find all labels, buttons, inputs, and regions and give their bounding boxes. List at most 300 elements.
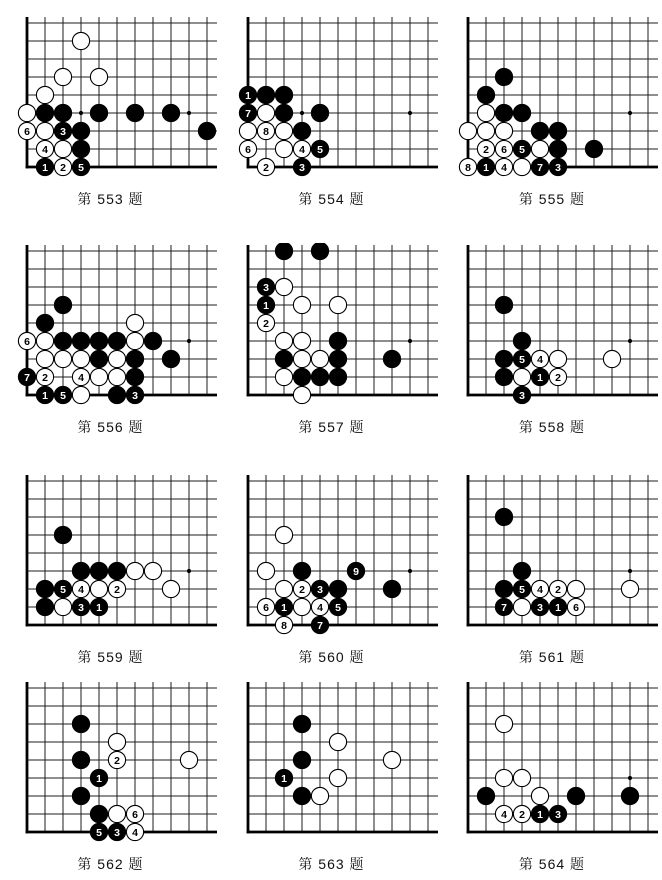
black-stone: [293, 122, 310, 139]
white-stone: [54, 350, 71, 367]
black-stone: [513, 332, 530, 349]
go-board: [222, 473, 442, 641]
go-board: [222, 15, 442, 183]
black-stone: [329, 350, 346, 367]
black-stone: [495, 104, 512, 121]
black-stone: [495, 598, 512, 615]
move-number: 5: [95, 826, 102, 839]
black-stone: [549, 598, 566, 615]
white-stone: [477, 140, 494, 157]
white-stone: [126, 332, 143, 349]
white-stone: [108, 733, 125, 750]
go-problem-cell: [442, 215, 662, 443]
diagram-caption: 第 555 题: [518, 191, 586, 207]
black-stone: [257, 86, 274, 103]
white-stone: [383, 751, 400, 768]
black-stone: [275, 598, 292, 615]
diagram-caption: 第 561 题: [518, 649, 586, 665]
go-board: [1, 473, 221, 641]
star-point: [628, 339, 632, 343]
white-stone: [513, 805, 530, 822]
black-stone: [275, 769, 292, 786]
go-problem-cell: [221, 0, 442, 215]
move-number: 5: [316, 143, 323, 156]
go-board-svg: [222, 680, 442, 848]
white-stone: [72, 32, 89, 49]
white-stone: [495, 122, 512, 139]
move-number: 2: [262, 317, 269, 330]
black-stone: [513, 350, 530, 367]
move-number: 3: [298, 161, 305, 174]
white-stone: [567, 580, 584, 597]
go-problem-cell: [221, 673, 442, 880]
move-number: 3: [555, 808, 561, 821]
black-stone: [531, 122, 548, 139]
move-number: 6: [262, 601, 269, 614]
diagram-caption: 第 557 题: [298, 419, 365, 435]
star-point: [299, 111, 303, 115]
white-stone: [126, 823, 143, 840]
white-stone: [293, 580, 310, 597]
move-number: 1: [280, 772, 287, 785]
black-stone: [567, 787, 584, 804]
black-stone: [162, 104, 179, 121]
move-number: 5: [59, 389, 66, 402]
move-number: 1: [262, 299, 269, 312]
black-stone: [198, 122, 215, 139]
black-stone: [54, 332, 71, 349]
white-stone: [257, 104, 274, 121]
black-stone: [383, 580, 400, 597]
black-stone: [293, 368, 310, 385]
go-board-svg: [1, 473, 221, 641]
black-stone: [531, 368, 548, 385]
black-stone: [495, 68, 512, 85]
go-problem-cell: [442, 443, 662, 673]
black-stone: [54, 580, 71, 597]
black-stone: [72, 158, 89, 175]
white-stone: [36, 332, 53, 349]
move-number: 4: [501, 161, 507, 174]
move-number: 2: [483, 143, 489, 156]
black-stone: [495, 368, 512, 385]
black-stone: [239, 104, 256, 121]
move-number: 7: [244, 107, 251, 120]
move-number: 2: [262, 161, 269, 174]
white-stone: [549, 368, 566, 385]
move-number: 2: [113, 583, 120, 596]
move-number: 4: [77, 583, 84, 596]
black-stone: [90, 350, 107, 367]
white-stone: [18, 122, 35, 139]
move-number: 7: [23, 371, 30, 384]
go-problem-cell: [221, 443, 442, 673]
black-stone: [72, 787, 89, 804]
white-stone: [36, 350, 53, 367]
black-stone: [18, 368, 35, 385]
move-number: 1: [555, 601, 561, 614]
white-stone: [477, 122, 494, 139]
move-number: 8: [465, 161, 471, 174]
diagram-caption: 第 564 题: [518, 856, 586, 872]
black-stone: [72, 122, 89, 139]
white-stone: [54, 140, 71, 157]
move-number: 1: [483, 161, 489, 174]
black-stone: [108, 562, 125, 579]
white-stone: [108, 350, 125, 367]
star-point: [186, 339, 190, 343]
go-board-svg: [1, 243, 221, 411]
black-stone: [477, 158, 494, 175]
move-number: 1: [280, 601, 287, 614]
white-stone: [239, 140, 256, 157]
black-stone: [495, 580, 512, 597]
white-stone: [257, 122, 274, 139]
black-stone: [108, 386, 125, 403]
move-number: 1: [95, 772, 102, 785]
star-point: [628, 569, 632, 573]
black-stone: [585, 140, 602, 157]
black-stone: [108, 823, 125, 840]
go-board-svg: [1, 680, 221, 848]
white-stone: [621, 580, 638, 597]
move-number: 5: [59, 583, 66, 596]
white-stone: [495, 769, 512, 786]
white-stone: [495, 140, 512, 157]
white-stone: [329, 769, 346, 786]
move-number: 1: [537, 808, 543, 821]
black-stone: [311, 616, 328, 633]
go-problem-cell: [0, 0, 221, 215]
black-stone: [54, 296, 71, 313]
black-stone: [72, 598, 89, 615]
white-stone: [257, 158, 274, 175]
black-stone: [162, 350, 179, 367]
black-stone: [293, 158, 310, 175]
white-stone: [549, 350, 566, 367]
white-stone: [603, 350, 620, 367]
white-stone: [459, 122, 476, 139]
black-stone: [36, 104, 53, 121]
black-stone: [126, 350, 143, 367]
white-stone: [567, 598, 584, 615]
white-stone: [72, 350, 89, 367]
white-stone: [36, 140, 53, 157]
black-stone: [275, 104, 292, 121]
white-stone: [293, 598, 310, 615]
go-board-svg: [442, 243, 662, 411]
diagram-caption: 第 558 题: [518, 419, 586, 435]
black-stone: [36, 580, 53, 597]
white-stone: [126, 314, 143, 331]
move-number: 5: [334, 601, 341, 614]
white-stone: [293, 140, 310, 157]
move-number: 3: [316, 583, 323, 596]
white-stone: [549, 580, 566, 597]
diagram-caption: 第 559 题: [77, 649, 144, 665]
move-number: 1: [95, 601, 102, 614]
white-stone: [72, 580, 89, 597]
white-stone: [275, 526, 292, 543]
go-board-svg: [442, 473, 662, 641]
white-stone: [275, 580, 292, 597]
white-stone: [36, 368, 53, 385]
star-point: [407, 111, 411, 115]
black-stone: [275, 243, 292, 260]
move-number: 3: [77, 601, 84, 614]
move-number: 3: [59, 125, 66, 138]
move-number: 4: [537, 583, 543, 596]
black-stone: [72, 751, 89, 768]
black-stone: [72, 562, 89, 579]
white-stone: [293, 332, 310, 349]
black-stone: [549, 140, 566, 157]
white-stone: [311, 787, 328, 804]
white-stone: [144, 562, 161, 579]
diagram-caption: 第 560 题: [298, 649, 365, 665]
move-number: 5: [519, 583, 525, 596]
move-number: 8: [262, 125, 269, 138]
move-number: 6: [501, 143, 507, 156]
black-stone: [90, 598, 107, 615]
white-stone: [275, 332, 292, 349]
white-stone: [495, 805, 512, 822]
move-number: 2: [519, 808, 525, 821]
go-board-svg: [442, 15, 662, 183]
white-stone: [108, 580, 125, 597]
white-stone: [126, 562, 143, 579]
go-board-svg: [222, 15, 442, 183]
white-stone: [531, 350, 548, 367]
black-stone: [531, 598, 548, 615]
move-number: 1: [537, 371, 543, 384]
black-stone: [90, 104, 107, 121]
black-stone: [477, 86, 494, 103]
black-stone: [383, 350, 400, 367]
white-stone: [72, 386, 89, 403]
black-stone: [495, 350, 512, 367]
white-stone: [36, 86, 53, 103]
black-stone: [90, 805, 107, 822]
go-board: [442, 243, 662, 411]
white-stone: [531, 140, 548, 157]
move-number: 6: [131, 808, 138, 821]
black-stone: [72, 332, 89, 349]
black-stone: [311, 580, 328, 597]
move-number: 6: [573, 601, 579, 614]
black-stone: [126, 368, 143, 385]
black-stone: [531, 158, 548, 175]
white-stone: [311, 350, 328, 367]
white-stone: [36, 122, 53, 139]
black-stone: [531, 805, 548, 822]
black-stone: [108, 332, 125, 349]
go-board: [1, 680, 221, 848]
go-problem-cell: [0, 215, 221, 443]
black-stone: [36, 598, 53, 615]
black-stone: [311, 104, 328, 121]
black-stone: [54, 386, 71, 403]
move-number: 6: [244, 143, 251, 156]
black-stone: [126, 104, 143, 121]
move-number: 3: [537, 601, 543, 614]
white-stone: [257, 562, 274, 579]
black-stone: [329, 332, 346, 349]
move-number: 4: [316, 601, 323, 614]
black-stone: [293, 715, 310, 732]
white-stone: [275, 368, 292, 385]
move-number: 8: [280, 619, 287, 632]
black-stone: [36, 314, 53, 331]
black-stone: [311, 140, 328, 157]
star-point: [407, 569, 411, 573]
go-problem-cell: [0, 443, 221, 673]
move-number: 7: [537, 161, 543, 174]
move-number: 5: [519, 143, 525, 156]
move-number: 4: [298, 143, 305, 156]
go-board: [222, 243, 442, 411]
go-board: [442, 473, 662, 641]
move-number: 7: [316, 619, 323, 632]
black-stone: [549, 158, 566, 175]
black-stone: [90, 823, 107, 840]
white-stone: [275, 616, 292, 633]
move-number: 1: [244, 89, 251, 102]
black-stone: [144, 332, 161, 349]
black-stone: [36, 158, 53, 175]
black-stone: [513, 386, 530, 403]
move-number: 4: [537, 353, 543, 366]
go-board-svg: [222, 243, 442, 411]
black-stone: [495, 296, 512, 313]
white-stone: [54, 68, 71, 85]
black-stone: [257, 278, 274, 295]
white-stone: [54, 598, 71, 615]
star-point: [628, 111, 632, 115]
move-number: 4: [131, 826, 138, 839]
black-stone: [513, 580, 530, 597]
black-stone: [329, 598, 346, 615]
black-stone: [347, 562, 364, 579]
white-stone: [477, 104, 494, 121]
white-stone: [293, 386, 310, 403]
white-stone: [495, 158, 512, 175]
black-stone: [239, 86, 256, 103]
white-stone: [18, 332, 35, 349]
black-stone: [293, 751, 310, 768]
go-board: [222, 680, 442, 848]
white-stone: [329, 296, 346, 313]
white-stone: [513, 769, 530, 786]
diagram-caption: 第 554 题: [298, 191, 365, 207]
white-stone: [459, 158, 476, 175]
go-board-svg: [1, 15, 221, 183]
go-board: [1, 15, 221, 183]
go-problem-cell: [442, 673, 662, 880]
move-number: 1: [41, 161, 48, 174]
star-point: [78, 111, 82, 115]
white-stone: [239, 122, 256, 139]
white-stone: [275, 122, 292, 139]
white-stone: [513, 368, 530, 385]
black-stone: [72, 715, 89, 732]
move-number: 6: [23, 125, 30, 138]
black-stone: [257, 296, 274, 313]
move-number: 2: [41, 371, 48, 384]
white-stone: [275, 278, 292, 295]
star-point: [407, 339, 411, 343]
move-number: 2: [59, 161, 66, 174]
black-stone: [549, 122, 566, 139]
move-number: 2: [555, 583, 561, 596]
go-board-svg: [442, 680, 662, 848]
white-stone: [18, 104, 35, 121]
diagram-caption: 第 556 题: [77, 419, 144, 435]
move-number: 1: [41, 389, 48, 402]
black-stone: [621, 787, 638, 804]
white-stone: [108, 805, 125, 822]
white-stone: [257, 598, 274, 615]
go-board: [442, 680, 662, 848]
black-stone: [90, 332, 107, 349]
white-stone: [54, 158, 71, 175]
go-problem-cell: [442, 0, 662, 215]
white-stone: [108, 751, 125, 768]
move-number: 3: [131, 389, 138, 402]
white-stone: [513, 598, 530, 615]
black-stone: [72, 140, 89, 157]
black-stone: [126, 386, 143, 403]
black-stone: [477, 787, 494, 804]
black-stone: [329, 580, 346, 597]
move-number: 4: [77, 371, 84, 384]
white-stone: [90, 368, 107, 385]
move-number: 3: [113, 826, 120, 839]
white-stone: [495, 715, 512, 732]
white-stone: [162, 580, 179, 597]
black-stone: [275, 86, 292, 103]
white-stone: [329, 733, 346, 750]
star-point: [186, 569, 190, 573]
black-stone: [549, 805, 566, 822]
white-stone: [126, 805, 143, 822]
black-stone: [311, 243, 328, 260]
move-number: 5: [519, 353, 525, 366]
move-number: 2: [555, 371, 561, 384]
white-stone: [72, 368, 89, 385]
move-number: 2: [113, 754, 120, 767]
move-number: 3: [519, 389, 525, 402]
black-stone: [293, 787, 310, 804]
white-stone: [180, 751, 197, 768]
move-number: 4: [41, 143, 48, 156]
white-stone: [513, 158, 530, 175]
go-problem-cell: [221, 215, 442, 443]
black-stone: [36, 386, 53, 403]
move-number: 5: [77, 161, 84, 174]
star-point: [628, 776, 632, 780]
black-stone: [495, 508, 512, 525]
black-stone: [90, 769, 107, 786]
black-stone: [293, 562, 310, 579]
white-stone: [90, 68, 107, 85]
diagram-caption: 第 563 题: [298, 856, 365, 872]
go-board: [442, 15, 662, 183]
go-board-svg: [222, 473, 442, 641]
white-stone: [275, 140, 292, 157]
move-number: 3: [262, 281, 269, 294]
white-stone: [257, 314, 274, 331]
